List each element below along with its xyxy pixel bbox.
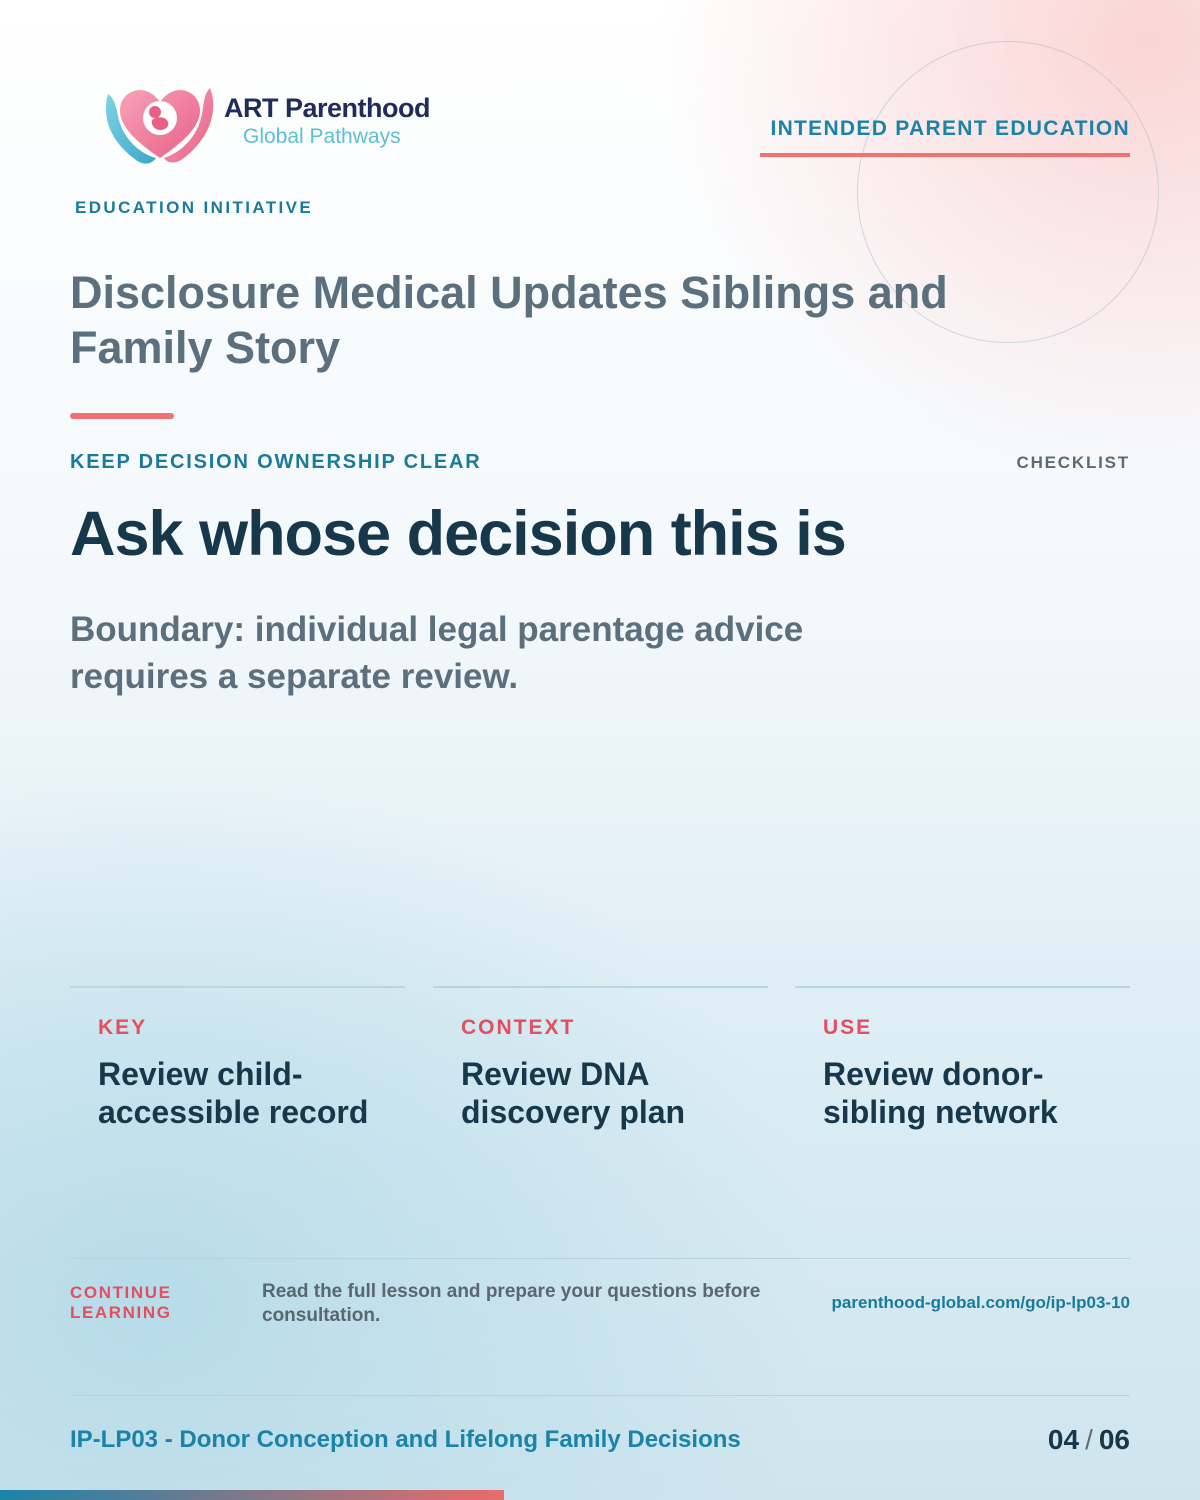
card-use (795, 986, 1130, 1188)
card-text: Review donor-sibling network (823, 1056, 1058, 1130)
bottom-accent-bar (0, 1490, 504, 1500)
brand-subtitle: Global Pathways (243, 125, 401, 148)
boundary-note: Boundary: individual legal parentage advice requires a separate review. (70, 610, 804, 696)
continue-learning-text: Read the full lesson and prepare your questions before consultation. (262, 1281, 761, 1326)
page-total: 06 (1098, 1424, 1130, 1455)
divider (70, 1258, 1130, 1259)
card-text: Review DNA discovery plan (461, 1056, 686, 1130)
continue-learning-label: CONTINUE LEARNING (70, 1283, 172, 1322)
card-text: Review child-accessible record (98, 1056, 369, 1130)
section-kicker: KEEP DECISION OWNERSHIP CLEAR (70, 451, 482, 473)
section-type-label: CHECKLIST (1016, 453, 1130, 472)
page-current: 04 (1047, 1424, 1080, 1455)
title-accent-bar (70, 413, 174, 419)
page-separator: / (1085, 1424, 1093, 1455)
page-title (70, 265, 1010, 375)
brand-name: ART Parenthood (224, 93, 430, 123)
page-title-line-2: Family Story (70, 322, 341, 373)
audience-tag-underline (760, 153, 1130, 157)
audience-tag: INTENDED PARENT EDUCATION (770, 117, 1130, 140)
card-key (70, 986, 405, 1188)
lesson-link[interactable]: parenthood-global.com/go/ip-lp03-10 (831, 1293, 1130, 1312)
heart-hands-baby-logo (100, 74, 220, 170)
page-title-line-1: Disclosure Medical Updates Siblings and (70, 267, 948, 318)
initiative-label: EDUCATION INITIATIVE (75, 198, 314, 217)
card-label: KEY (98, 1016, 148, 1039)
card-label: USE (823, 1016, 873, 1039)
section-headline: Ask whose decision this is (70, 499, 846, 569)
card-context (433, 986, 768, 1188)
page-number (1048, 1424, 1130, 1456)
divider (70, 1395, 1130, 1396)
card-label: CONTEXT (461, 1016, 576, 1039)
course-title: IP-LP03 - Donor Conception and Lifelong Family Decisions (70, 1426, 741, 1453)
